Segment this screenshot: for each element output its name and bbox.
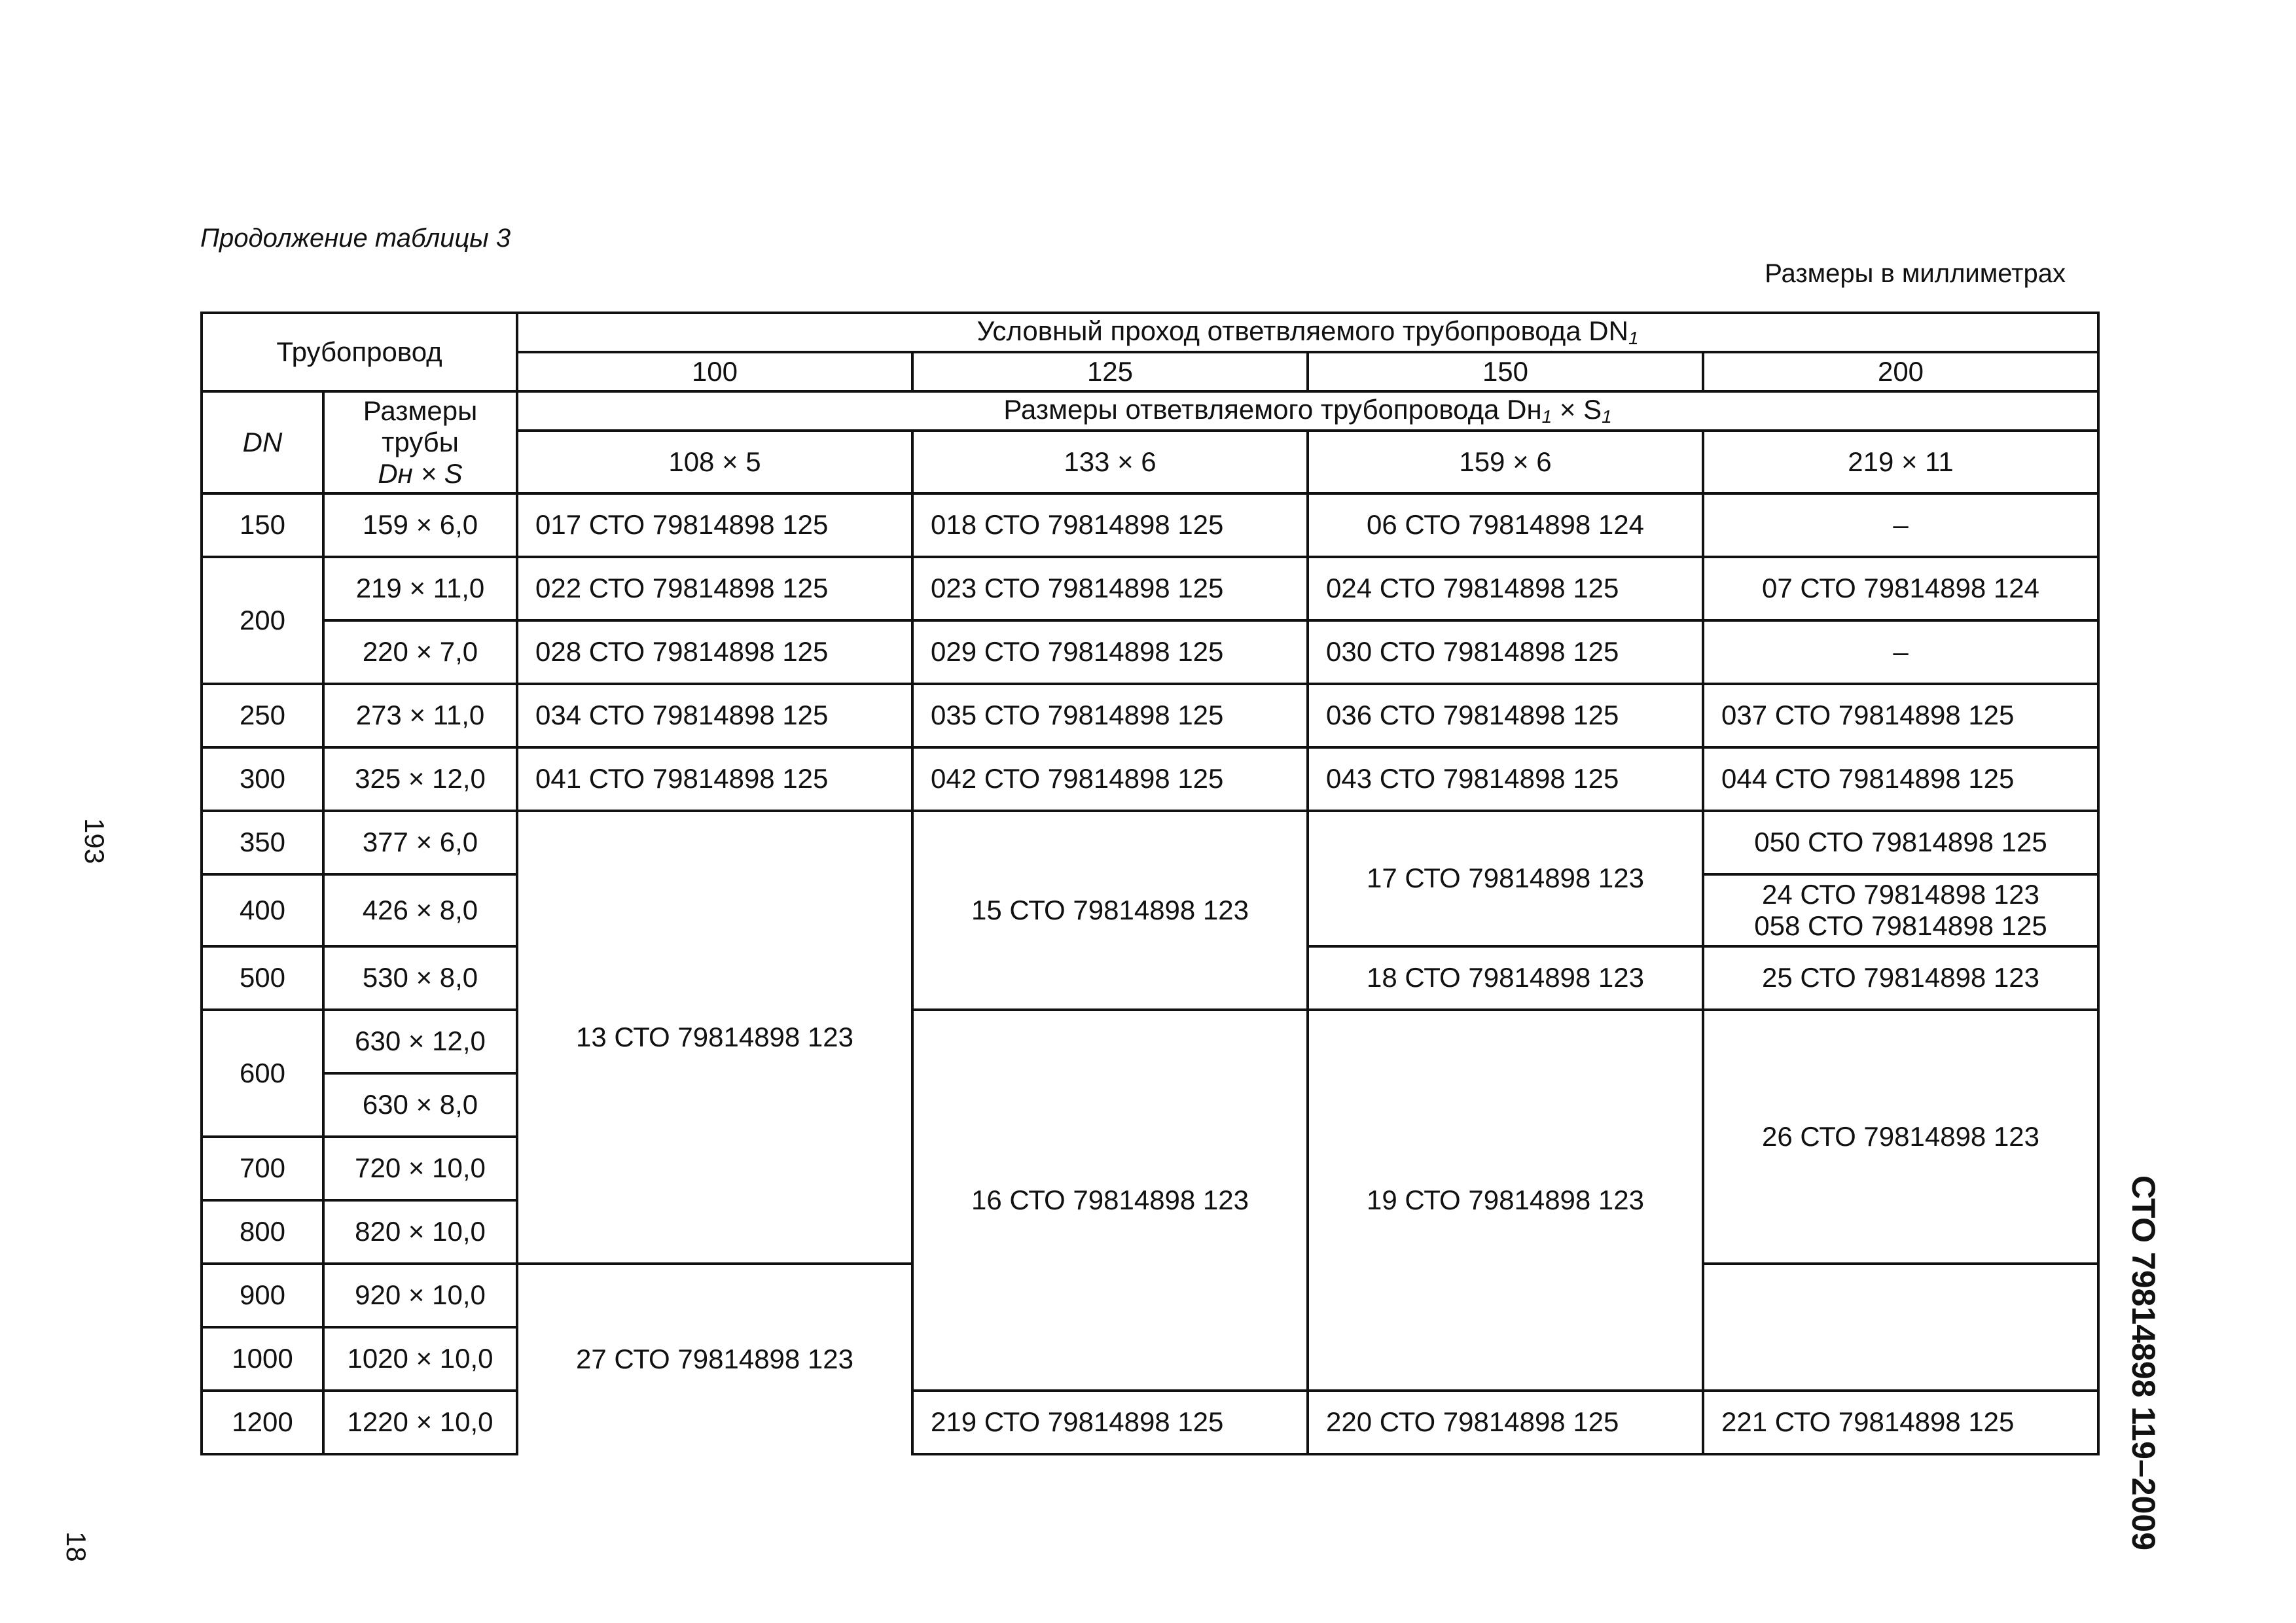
table-row-size: 720 × 10,0 xyxy=(323,1137,517,1200)
units-note: Размеры в миллиметрах xyxy=(1765,259,2066,288)
table-cell: 050 СТО 79814898 125 xyxy=(1703,811,2098,874)
table-row-dn: 150 xyxy=(202,493,323,557)
table-cell: 06 СТО 79814898 124 xyxy=(1308,493,1703,557)
table-row-size: 220 × 7,0 xyxy=(323,620,517,684)
table-cell: 220 СТО 79814898 125 xyxy=(1308,1391,1703,1454)
table-row-size: 630 × 12,0 xyxy=(323,1010,517,1073)
header-pipeline: Трубопровод xyxy=(202,313,517,391)
header-dn-100: 100 xyxy=(517,352,912,391)
table-cell: 043 СТО 79814898 125 xyxy=(1308,747,1703,811)
table-cell-merged: 26 СТО 79814898 123 xyxy=(1703,1010,2098,1264)
table-row-dn: 700 xyxy=(202,1137,323,1200)
table-cell: – xyxy=(1703,493,2098,557)
table-row-dn: 350 xyxy=(202,811,323,874)
table-cell: 022 СТО 79814898 125 xyxy=(517,557,912,620)
table-cell: 221 СТО 79814898 125 xyxy=(1703,1391,2098,1454)
table-row-dn: 250 xyxy=(202,684,323,747)
page-number-rotated: 193 xyxy=(79,818,110,865)
table-row-size: 1020 × 10,0 xyxy=(323,1327,517,1391)
table-cell: 017 СТО 79814898 125 xyxy=(517,493,912,557)
table-row-dn: 1000 xyxy=(202,1327,323,1391)
table-cell: 023 СТО 79814898 125 xyxy=(912,557,1308,620)
header-branch-size-3: 159 × 6 xyxy=(1308,431,1703,493)
table-row-dn: 1200 xyxy=(202,1391,323,1454)
table-cell: 028 СТО 79814898 125 xyxy=(517,620,912,684)
table-cell: 036 СТО 79814898 125 xyxy=(1308,684,1703,747)
header-branch-size-2: 133 × 6 xyxy=(912,431,1308,493)
table-row-dn: 900 xyxy=(202,1264,323,1327)
table-cell-merged: 15 СТО 79814898 123 xyxy=(912,811,1308,1010)
table-cell: 035 СТО 79814898 125 xyxy=(912,684,1308,747)
table-row-dn: 500 xyxy=(202,946,323,1010)
table-row-size: 530 × 8,0 xyxy=(323,946,517,1010)
header-dn: DN xyxy=(202,391,323,493)
table-row-size: 325 × 12,0 xyxy=(323,747,517,811)
table-cell: 044 СТО 79814898 125 xyxy=(1703,747,2098,811)
table-cell-merged: 16 СТО 79814898 123 xyxy=(912,1010,1308,1391)
table-row-size: 426 × 8,0 xyxy=(323,874,517,946)
table-cell: 018 СТО 79814898 125 xyxy=(912,493,1308,557)
table-cell: 042 СТО 79814898 125 xyxy=(912,747,1308,811)
table-row-size: 1220 × 10,0 xyxy=(323,1391,517,1454)
branch-table xyxy=(200,312,2100,1455)
table-cell-merged: 17 СТО 79814898 123 xyxy=(1308,811,1703,946)
page-number-bottom: 18 xyxy=(61,1531,92,1562)
table-cell: 041 СТО 79814898 125 xyxy=(517,747,912,811)
table-cell: 037 СТО 79814898 125 xyxy=(1703,684,2098,747)
header-branch-size-1: 108 × 5 xyxy=(517,431,912,493)
header-branch-size-4: 219 × 11 xyxy=(1703,431,2098,493)
header-dn-125: 125 xyxy=(912,352,1308,391)
table-row-dn: 400 xyxy=(202,874,323,946)
table-row-dn: 300 xyxy=(202,747,323,811)
table-cell: – xyxy=(1703,620,2098,684)
table-row-size: 219 × 11,0 xyxy=(323,557,517,620)
table-row-size: 377 × 6,0 xyxy=(323,811,517,874)
table-row-dn: 200 xyxy=(202,557,323,684)
table-cell-merged: 13 СТО 79814898 123 xyxy=(517,811,912,1264)
table-cell-merged: 27 СТО 79814898 123 xyxy=(517,1264,912,1454)
table-caption: Продолжение таблицы 3 xyxy=(200,224,511,253)
table-cell-merged: 19 СТО 79814898 123 xyxy=(1308,1010,1703,1391)
table-row-size: 273 × 11,0 xyxy=(323,684,517,747)
header-dn-200: 200 xyxy=(1703,352,2098,391)
table-row-dn: 800 xyxy=(202,1200,323,1264)
table-cell: 18 СТО 79814898 123 xyxy=(1308,946,1703,1010)
document-code: СТО 79814898 119–2009 xyxy=(2125,1175,2162,1550)
header-dn-150: 150 xyxy=(1308,352,1703,391)
table-row-dn: 600 xyxy=(202,1010,323,1137)
table-row-size: 920 × 10,0 xyxy=(323,1264,517,1327)
table-cell: 24 СТО 79814898 123 058 СТО 79814898 125 xyxy=(1703,874,2098,946)
table-row-size: 159 × 6,0 xyxy=(323,493,517,557)
table-cell: 25 СТО 79814898 123 xyxy=(1703,946,2098,1010)
table-cell: 029 СТО 79814898 125 xyxy=(912,620,1308,684)
table-cell: 034 СТО 79814898 125 xyxy=(517,684,912,747)
table-row-size: 630 × 8,0 xyxy=(323,1073,517,1137)
header-branch-size: Размеры ответвляемого трубопровода $Dн_1 \times S_1$ xyxy=(517,391,2098,431)
header-branch-dn: Условный проход ответвляемого трубопровода $DN_1$ xyxy=(517,313,2098,352)
table-cell: 07 СТО 79814898 124 xyxy=(1703,557,2098,620)
table-cell: 030 СТО 79814898 125 xyxy=(1308,620,1703,684)
table-row-size: 820 × 10,0 xyxy=(323,1200,517,1264)
header-pipe-size: Размеры трубы Dн × S xyxy=(323,391,517,493)
table-cell: 024 СТО 79814898 125 xyxy=(1308,557,1703,620)
table-cell: 219 СТО 79814898 125 xyxy=(912,1391,1308,1454)
